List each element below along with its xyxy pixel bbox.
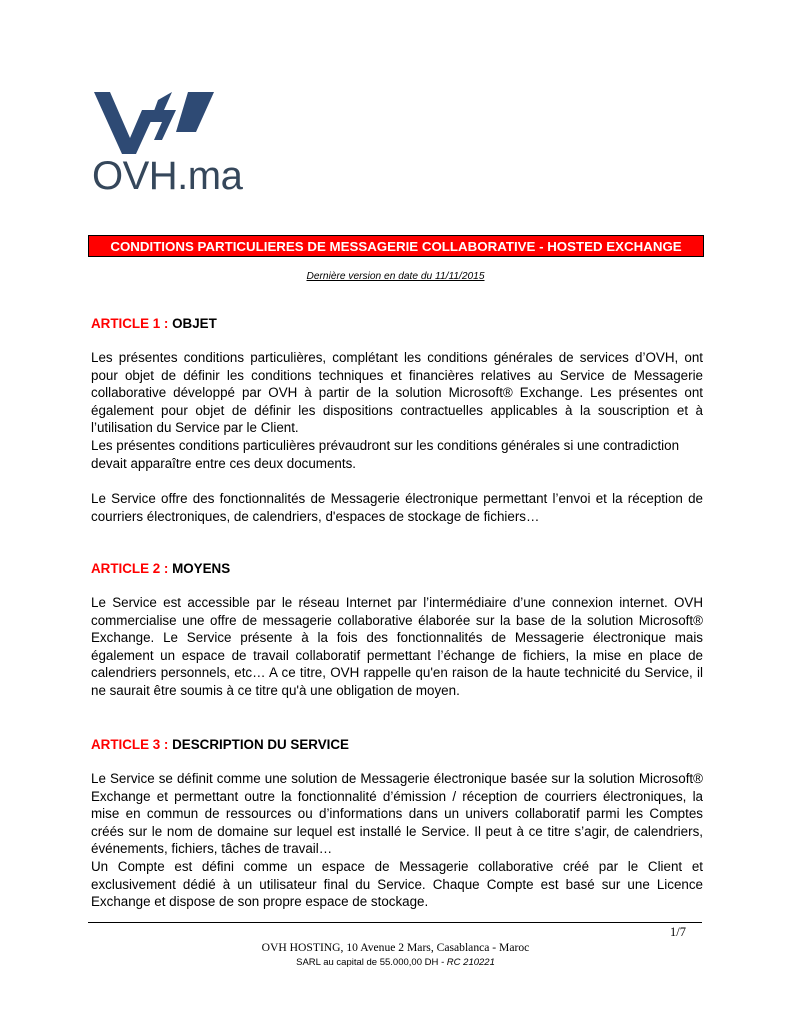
document-title-banner: [88, 235, 704, 257]
article-1-paragraph-2: Les présentes conditions particulières prévaudront sur les conditions générales si une contradiction devait apparaître entre ces deux documents.: [91, 438, 680, 471]
ovh-logo-mark-icon: [92, 92, 222, 154]
article-number: ARTICLE 3 :: [91, 737, 169, 752]
article-title: MOYENS: [172, 561, 231, 576]
footer-capital: [0, 957, 791, 968]
page-number: 1/7: [670, 925, 686, 939]
rc-number: - RC 210221: [438, 957, 495, 968]
document-title: CONDITIONS PARTICULIERES DE MESSAGERIE COLLABORATIVE - HOSTED EXCHANGE: [110, 238, 682, 254]
article-3-paragraph-2: Un Compte est défini comme un espace de Messagerie collaborative créé par le Client et exclusivement dédié à un utilisateur final du Service. Chaque Compte est basé sur une Licence Exchange et dispose de son propre espace de stockage.: [91, 859, 703, 910]
footer-address: OVH HOSTING, 10 Avenue 2 Mars, Casablanca - Maroc: [261, 941, 530, 954]
article-title: DESCRIPTION DU SERVICE: [172, 737, 349, 752]
article-2-paragraph-1: Le Service est accessible par le réseau Internet par l’intermédiaire d’une connexion internet. OVH commercialise une offre de messagerie collaborative élaborée sur la base de la solution Microsoft® Exchange. Le Service présente à la fois des fonctionnalités de Messagerie électronique mais également un espace de travail collaboratif permettant l’échange de fichiers, la mise en place de calendriers personnels, etc… A ce titre, OVH rappelle qu'en raison de la haute technicité du Service, il ne saurait être soumis à ce titre qu'à une obligation de moyen.: [91, 595, 703, 698]
article-title: OBJET: [172, 316, 217, 331]
article-number: ARTICLE 2 :: [91, 561, 169, 576]
capital-text: SARL au capital de 55.000,00 DH: [296, 957, 439, 968]
article-1-heading: [91, 316, 217, 331]
article-1-paragraph-3: Le Service offre des fonctionnalités de Messagerie électronique permettant l’envoi et la réception de courriers électroniques, de calendriers, d'espaces de stockage de fichiers…: [91, 491, 703, 524]
logo-text: OVH.ma: [92, 154, 243, 198]
footer-divider: [88, 922, 702, 923]
article-3-paragraph-1: Le Service se définit comme une solution de Messagerie électronique basée sur la solution Microsoft® Exchange et permettant outre la fonctionnalité d’émission / réception de courriers électroniques, la mise en commun de ressources ou d’informations dans un univers collaboratif parmi les Comptes créés sur le nom de domaine sur lequel est installé le Service. Il peut à ce titre s’agir, de calendriers, événements, fichiers, tâches de travail…: [91, 771, 703, 857]
article-3-heading: [91, 737, 349, 752]
article-number: ARTICLE 1 :: [91, 316, 169, 331]
article-1-paragraph-1: Les présentes conditions particulières, complétant les conditions générales de services d’OVH, ont pour objet de définir les conditions techniques et financières relatives au Service de Messagerie collaborative développé par OVH à partir de la solution Microsoft® Exchange. Les présentes ont également pour objet de définir les dispositions contractuelles applicables à la souscription et à l’utilisation du Service par le Client.: [91, 350, 703, 436]
article-2-heading: [91, 561, 230, 576]
version-date: Dernière version en date du 11/11/2015: [306, 271, 485, 282]
